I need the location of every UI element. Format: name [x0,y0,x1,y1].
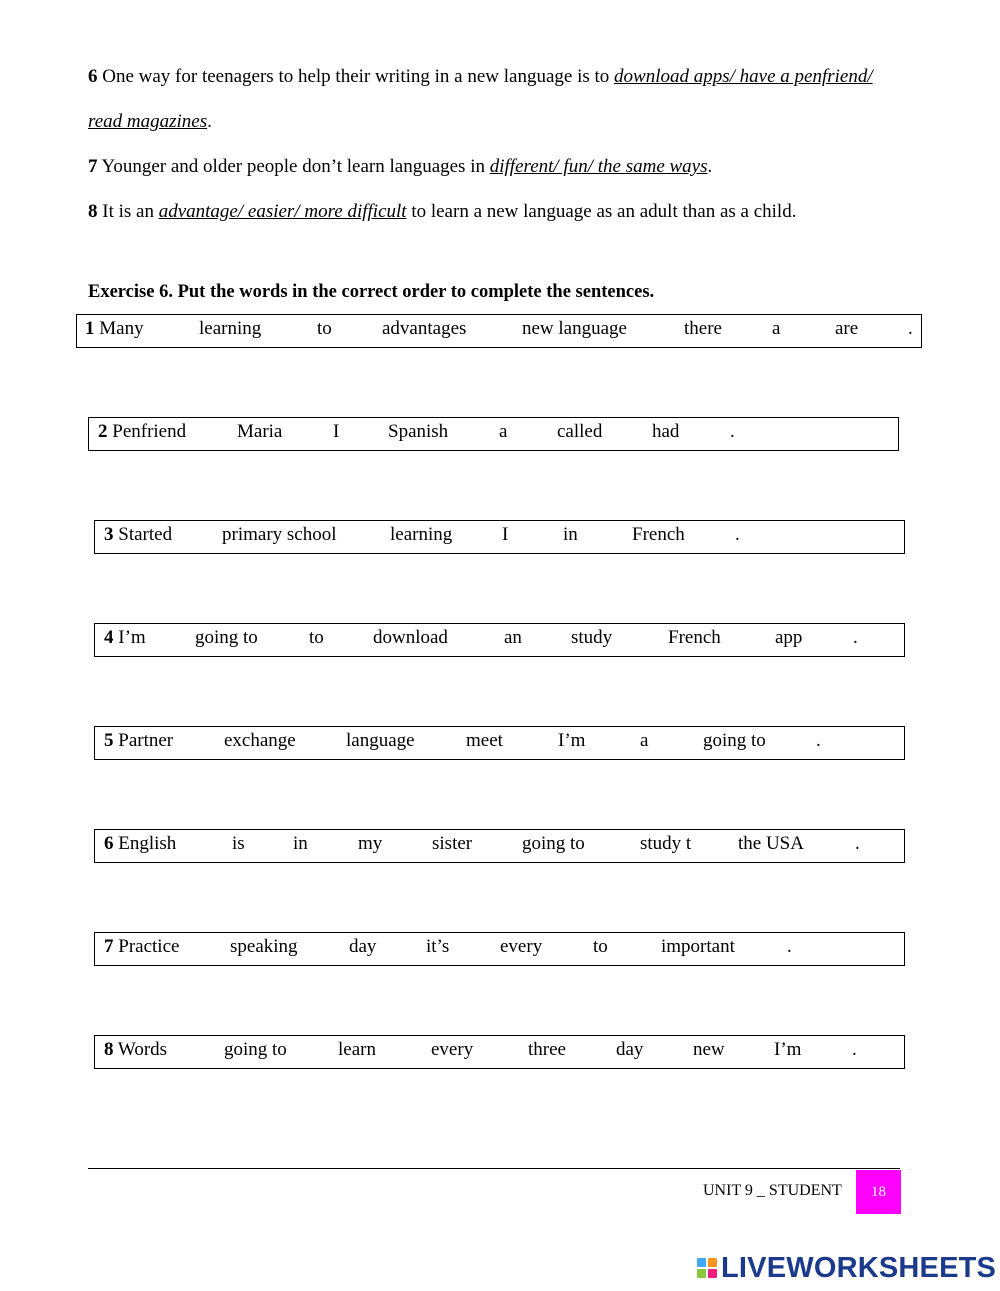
answer-box-8[interactable] [94,1035,905,1069]
statement-number: 7 [88,156,98,177]
answer-word[interactable]: study [571,627,613,648]
footer-divider [88,1168,900,1169]
answer-word[interactable]: my [358,833,383,854]
answer-word[interactable]: going to [195,627,258,648]
answer-word[interactable]: a [772,318,781,339]
answer-word[interactable]: meet [466,730,503,751]
answer-word[interactable]: . [816,730,821,751]
answer-word[interactable]: new language [522,318,627,339]
statement-text: . [207,111,212,132]
statement-number: 8 [88,201,98,222]
answer-word[interactable]: primary school [222,524,337,545]
answer-word[interactable]: there [684,318,722,339]
answer-word[interactable]: going to [522,833,585,854]
answer-word[interactable]: a [499,421,508,442]
answer-word[interactable]: French [632,524,685,545]
answer-word[interactable]: going to [224,1039,287,1060]
answer-word[interactable]: . [787,936,792,957]
item-number: 8 [104,1039,114,1060]
item-number: 7 [104,936,114,957]
answer-word[interactable]: in [293,833,308,854]
page-number: 18 [856,1170,901,1214]
statement-number: 6 [88,66,98,87]
item-number: 3 [104,524,114,545]
answer-box-6[interactable] [94,829,905,863]
answer-word[interactable]: sister [432,833,473,854]
answer-word[interactable]: it’s [426,936,450,957]
answer-word[interactable]: speaking [230,936,298,957]
answer-word[interactable]: important [661,936,735,957]
answer-word[interactable]: . [853,627,858,648]
item-number: 6 [104,833,114,854]
answer-word[interactable]: three [528,1039,566,1060]
answer-word[interactable]: exchange [224,730,296,751]
answer-word[interactable]: Spanish [388,421,449,442]
answer-word[interactable]: the USA [738,833,804,854]
answer-word[interactable]: to [317,318,332,339]
answer-word[interactable]: French [668,627,721,648]
answer-word[interactable]: day [616,1039,644,1060]
answer-word[interactable]: I’m [774,1039,802,1060]
answer-word[interactable]: app [775,627,803,648]
answer-word-first[interactable]: 8 Words [104,1039,168,1060]
answer-word[interactable]: language [346,730,415,751]
logo-blocks-icon [697,1258,717,1278]
answer-word[interactable]: . [730,421,735,442]
statement-6-continued [88,111,212,133]
statement-options: read magazines [88,111,208,132]
answer-box-3[interactable] [94,520,905,554]
statement-options: advantage/ easier/ more difficult [158,201,407,222]
unit-label: UNIT 9 _ STUDENT [703,1182,842,1199]
answer-word-first[interactable]: 4 I’m [104,627,146,648]
answer-word[interactable]: to [593,936,608,957]
statement-text: to learn a new language as an adult than as a child. [406,201,797,222]
answer-word[interactable]: . [735,524,740,545]
answer-word[interactable]: I’m [558,730,586,751]
answer-word[interactable]: day [349,936,377,957]
answer-word[interactable]: learning [390,524,453,545]
answer-word[interactable]: Maria [237,421,283,442]
answer-word[interactable]: is [232,833,245,854]
answer-word[interactable]: I [502,524,509,545]
statement-text: . [707,156,713,177]
answer-word-first[interactable]: 3 Started [104,524,173,545]
answer-word-first[interactable]: 5 Partner [104,730,174,751]
answer-word[interactable]: a [640,730,649,751]
statement-6 [88,66,873,88]
answer-word[interactable]: every [431,1039,474,1060]
exercise-heading: Exercise 6. Put the words in the correct order to complete the sentences. [88,282,655,302]
answer-word[interactable]: . [852,1039,857,1060]
answer-word[interactable]: I [333,421,340,442]
answer-word[interactable]: had [652,421,680,442]
answer-word-first[interactable]: 6 English [104,833,177,854]
answer-word-first[interactable]: 1 Many [85,318,144,339]
answer-word[interactable]: every [500,936,543,957]
statement-text: One way for teenagers to help their writing in a new language is to [97,66,615,87]
item-number: 1 [85,318,95,339]
answer-word[interactable]: going to [703,730,766,751]
logo-block [697,1269,706,1278]
statement-text: It is an [97,201,159,222]
answer-word[interactable]: learning [199,318,262,339]
answer-box-2[interactable] [88,417,899,451]
logo-block [708,1269,717,1278]
statement-options: download apps/ have a penfriend/ [614,66,873,87]
item-number: 2 [98,421,108,442]
answer-word[interactable]: are [835,318,859,339]
answer-word[interactable]: download [373,627,448,648]
liveworksheets-logo [697,1250,996,1286]
statement-8 [88,201,796,223]
answer-box-7[interactable] [94,932,905,966]
answer-word[interactable]: in [563,524,578,545]
answer-word-first[interactable]: 7 Practice [104,936,180,957]
statement-text: Younger and older people don’t learn languages in [97,156,490,177]
logo-text: LIVEWORKSHEETS [721,1251,997,1284]
answer-word[interactable]: to [309,627,324,648]
answer-box-5[interactable] [94,726,905,760]
statement-options: different/ fun/ the same ways [489,156,708,177]
answer-word[interactable]: learn [338,1039,376,1060]
item-number: 5 [104,730,114,751]
logo-block [697,1258,706,1267]
answer-word[interactable]: advantages [382,318,467,339]
answer-box-4[interactable] [94,623,905,657]
answer-word[interactable]: . [855,833,860,854]
logo-block [708,1258,717,1267]
answer-word[interactable]: study t [640,833,692,854]
answer-word[interactable]: new [693,1039,725,1060]
answer-word-first[interactable]: 2 Penfriend [98,421,187,442]
item-number: 4 [104,627,114,648]
answer-word[interactable]: called [557,421,603,442]
statement-7 [88,156,712,178]
answer-word[interactable]: an [504,627,522,648]
answer-word[interactable]: . [908,318,913,339]
answer-box-1[interactable] [76,314,922,348]
